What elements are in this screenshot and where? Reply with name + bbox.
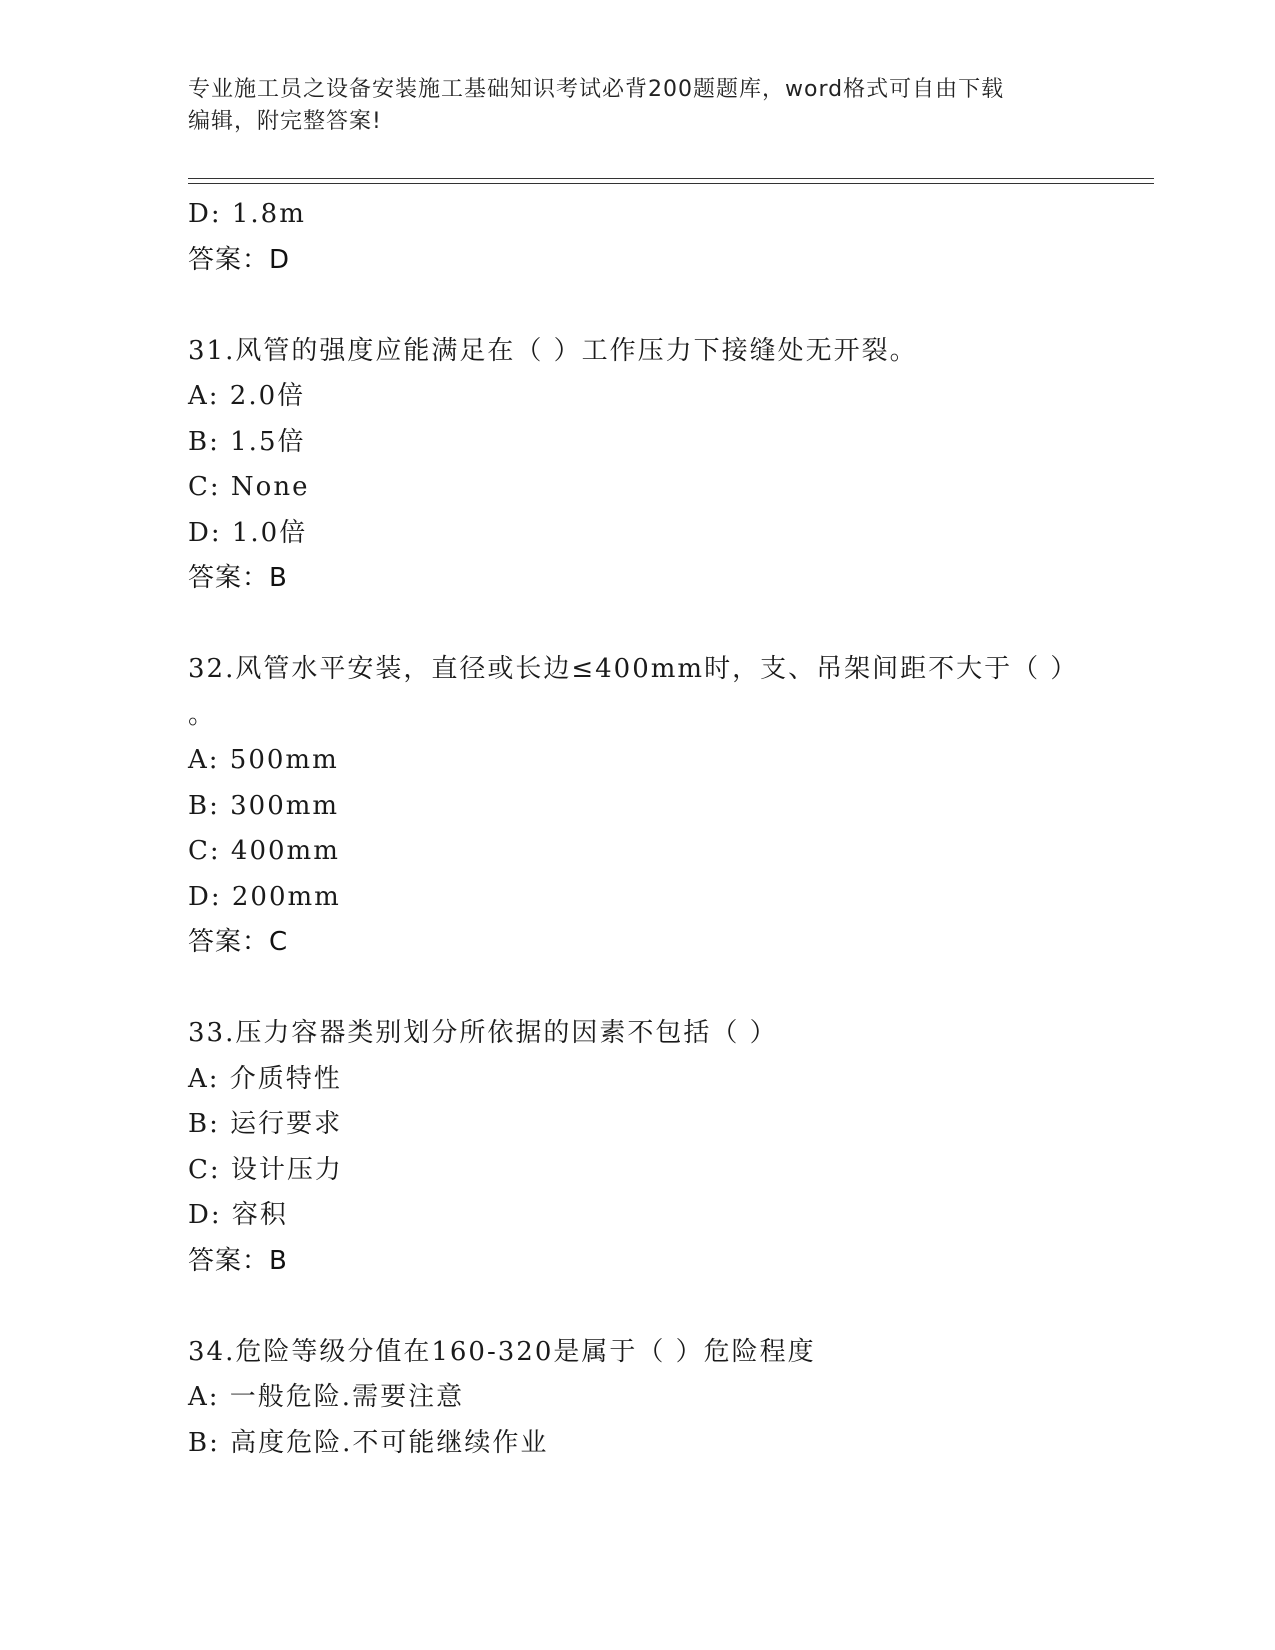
- document-header: [188, 74, 1068, 138]
- question-34: [188, 1330, 1088, 1467]
- option-d: D: 1.0倍: [188, 517, 308, 548]
- answer-label: 答案：D: [188, 244, 291, 275]
- option-c: C: 400mm: [188, 836, 340, 866]
- question-content: [188, 192, 1088, 1466]
- spacer: [188, 602, 1088, 648]
- answer-label: 答案：B: [188, 563, 288, 593]
- header-title-line2: 编辑，附完整答案!: [188, 109, 382, 134]
- question-text: 32.风管水平安装，直径或长边≤400mm时，支、吊架间距不大于（ ）: [188, 654, 1079, 684]
- question-33: [188, 1011, 1088, 1284]
- option-b: B: 300mm: [188, 790, 340, 821]
- question-31: [188, 329, 1088, 602]
- option-a: A: 一般危险.需要注意: [188, 1382, 465, 1412]
- question-text: 34.危险等级分值在160-320是属于（ ）危险程度: [188, 1336, 816, 1367]
- option-c: C: 设计压力: [188, 1154, 343, 1185]
- option-a: A: 2.0倍: [188, 381, 306, 411]
- option-a: A: 介质特性: [188, 1063, 342, 1094]
- spacer: [188, 283, 1088, 329]
- option-b: B: 高度危险.不可能继续作业: [188, 1427, 549, 1458]
- option-b: B: 运行要求: [188, 1109, 343, 1139]
- question-text: 31.风管的强度应能满足在（ ）工作压力下接缝处无开裂。: [188, 335, 918, 366]
- option-d: D: 200mm: [188, 881, 341, 912]
- previous-question-tail: [188, 192, 1088, 283]
- option-d: D: 1.8m: [188, 199, 306, 229]
- header-title-line1: 专业施工员之设备安装施工基础知识考试必背200题题库，word格式可自由下载: [188, 77, 1005, 102]
- option-c: C: None: [188, 472, 310, 502]
- question-text: 33.压力容器类别划分所依据的因素不包括（ ）: [188, 1018, 778, 1048]
- option-a: A: 500mm: [188, 745, 339, 775]
- answer-label: 答案：B: [188, 1245, 288, 1276]
- spacer: [188, 966, 1088, 1012]
- option-b: B: 1.5倍: [188, 426, 306, 457]
- question-text-continuation: 。: [188, 699, 215, 730]
- question-32: [188, 647, 1088, 966]
- answer-label: 答案：C: [188, 927, 289, 957]
- spacer: [188, 1284, 1088, 1330]
- header-divider-bottom: [188, 183, 1154, 184]
- option-d: D: 容积: [188, 1200, 288, 1230]
- header-divider-top: [188, 178, 1154, 179]
